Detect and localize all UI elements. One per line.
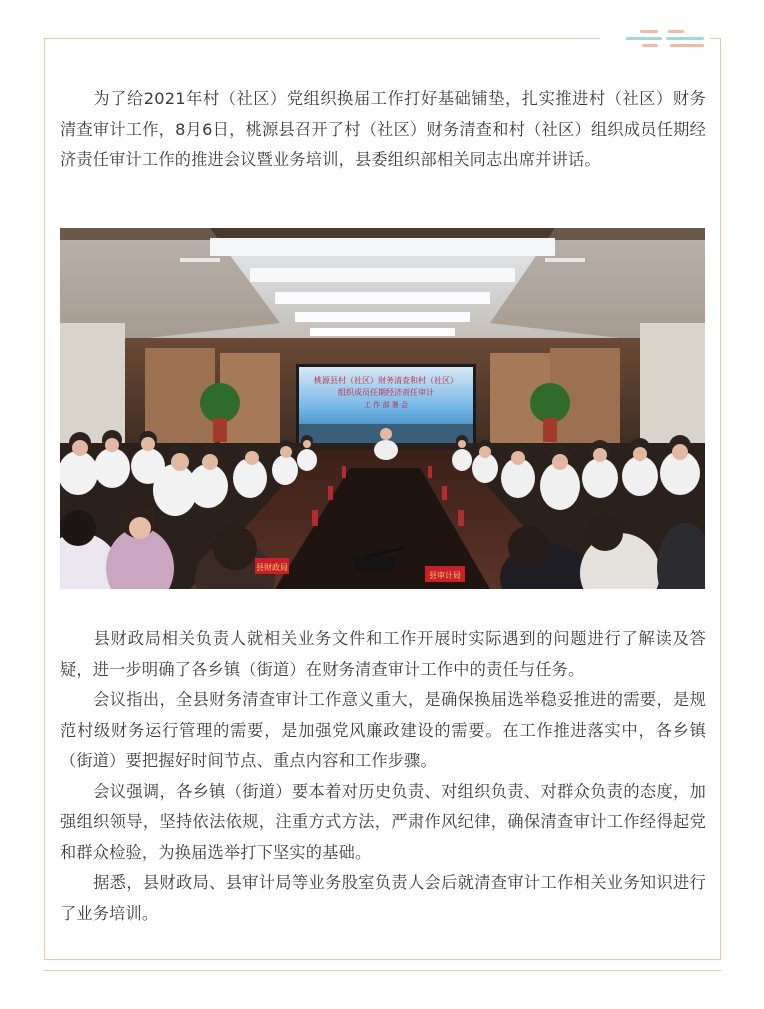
bottom-divider	[44, 970, 721, 971]
body-text	[60, 624, 706, 929]
decorative-stripes	[622, 28, 708, 50]
nameplate-right: 县审计局	[429, 571, 461, 580]
screen-line-2: 组织成员任期经济责任审计	[338, 388, 434, 397]
screen-line-3: 工 作 部 署 会	[364, 401, 408, 409]
intro-paragraph: 为了给2021年村（社区）党组织换届工作打好基础铺垫，扎实推进村（社区）财务清查审计工作，8月6日，桃源县召开了村（社区）财务清查和村（社区）组织成员任期经济责任审计工作的推进会议暨业务培训，县委组织部相关同志出席并讲话。	[60, 89, 706, 169]
paragraph-1: 县财政局相关负责人就相关业务文件和工作开展时实际遇到的问题进行了解读及答疑，进一步明确了各乡镇（街道）在财务清查审计工作中的责任与任务。	[60, 629, 706, 679]
paragraph-4: 据悉，县财政局、县审计局等业务股室负责人会后就清查审计工作相关业务知识进行了业务培训。	[60, 873, 706, 923]
paragraph-3: 会议强调，各乡镇（街道）要本着对历史负责、对组织负责、对群众负责的态度，加强组织领导，坚持依法依规，注重方式方法，严肃作风纪律，确保清查审计工作经得起党和群众检验，为换届选举打下坚实的基础。	[60, 781, 706, 862]
paragraph-2: 会议指出，全县财务清查审计工作意义重大，是确保换届选举稳妥推进的需要，是规范村级财务运行管理的需要，是加强党风廉政建设的需要。在工作推进落实中，各乡镇（街道）要把握好时间节点、重点内容和工作步骤。	[60, 690, 706, 770]
screen-line-1: 桃源县村（社区）财务清查和村（社区）	[314, 376, 458, 385]
meeting-photo	[60, 228, 705, 589]
nameplate-left: 县财政局	[256, 563, 288, 572]
